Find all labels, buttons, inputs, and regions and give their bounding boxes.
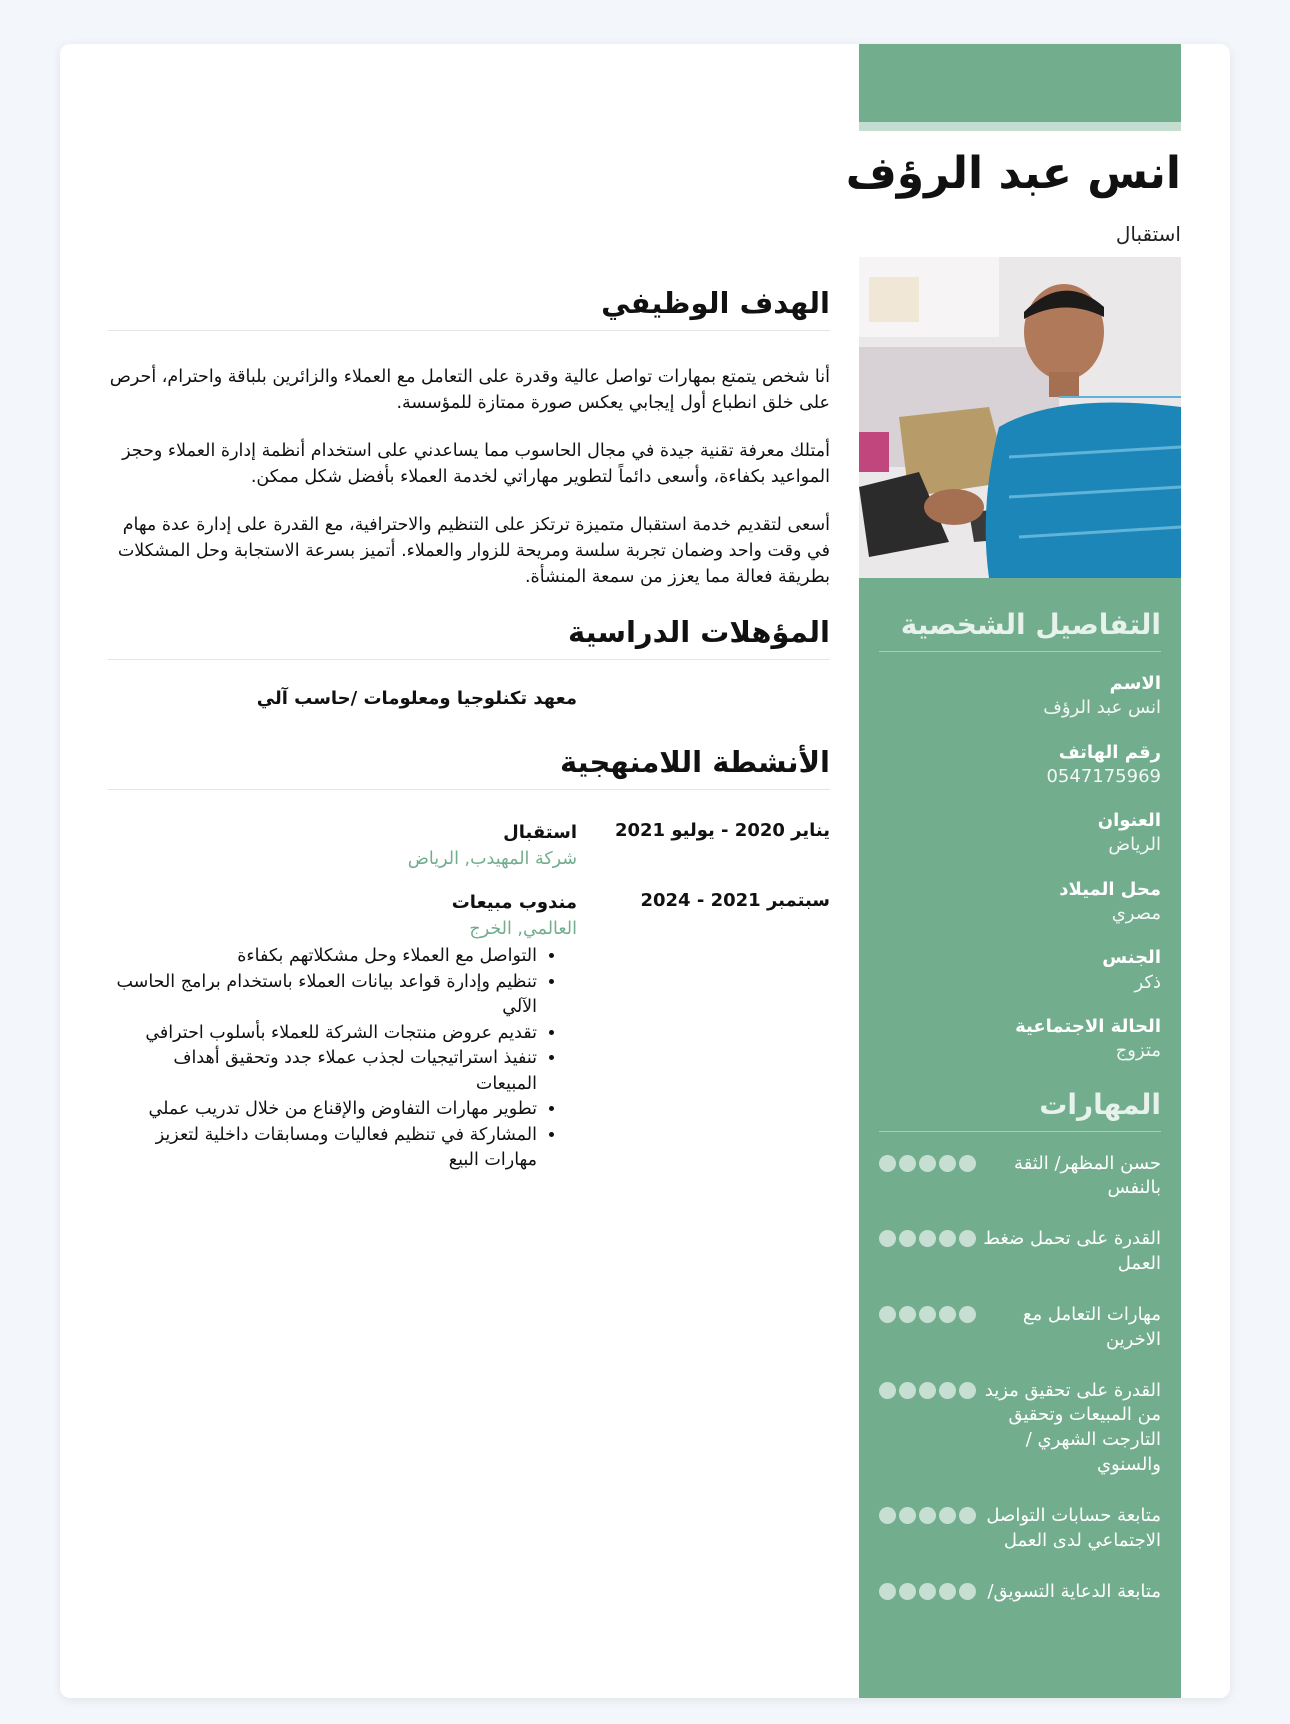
detail-value: الرياض [1108, 834, 1161, 856]
skill-dot [879, 1382, 896, 1399]
job-task: • تقديم عروض منتجات الشركة للعملاء بأسلوب احترافي [108, 1021, 537, 1047]
sidebar-panel [859, 578, 1181, 1698]
skill-dot [899, 1306, 916, 1323]
personal-details-heading: التفاصيل الشخصية [879, 608, 1161, 652]
skill-dot [919, 1306, 936, 1323]
skill-dot [899, 1230, 916, 1247]
detail-birthplace [879, 878, 1161, 927]
detail-value: متزوج [1115, 1040, 1161, 1062]
objective-paragraph-3: أسعى لتقديم خدمة استقبال متميزة ترتكز على التنظيم والاحترافية، مع القدرة على إدارة عدة مهام في وقت واحد وضمان تجربة سلسة ومريحة للزوار والعملاء. أتميز بسرعة الاستجابة وحل المشكلات بطريقة فعالة مما يعزز من سمعة المنشأة. [117, 515, 830, 587]
detail-value: انس عبد الرؤف [1043, 697, 1161, 719]
skill-dot [939, 1507, 956, 1524]
sidebar-top-divider [859, 122, 1181, 131]
skill-name: مهارات التعامل مع الاخرين [1022, 1303, 1161, 1350]
skill-dot [919, 1507, 936, 1524]
skill-dot [899, 1507, 916, 1524]
detail-label: العنوان [1097, 810, 1161, 832]
activities-heading: الأنشطة اللامنهجية [108, 745, 830, 790]
skill-dot [879, 1230, 896, 1247]
detail-label: الحالة الاجتماعية [1015, 1015, 1161, 1037]
skill-dot [939, 1382, 956, 1399]
job-task: • تطوير مهارات التفاوض والإقناع من خلال تدريب عملي [108, 1097, 537, 1123]
skill-item [879, 1379, 1161, 1478]
detail-value: مصري [1111, 903, 1161, 925]
education-heading: المؤهلات الدراسية [108, 615, 830, 660]
job-task: • تنظيم وإدارة قواعد بيانات العملاء باستخدام برامج الحاسب الآلي [108, 970, 537, 1021]
skill-name: القدرة على تحقيق مزيد من المبيعات وتحقيق التارجت الشهري /والسنوي [984, 1379, 1161, 1476]
skill-dot [899, 1583, 916, 1600]
job-company: العالمي, الخرج [469, 919, 577, 939]
skill-dot [919, 1155, 936, 1172]
skill-item [879, 1303, 1161, 1353]
skill-dot [939, 1230, 956, 1247]
skill-rating [879, 1507, 976, 1524]
job-task: • تنفيذ استراتيجيات لجذب عملاء جدد وتحقيق أهداف المبيعات [108, 1046, 537, 1097]
job-date: سبتمبر 2021 - 2024 [640, 890, 830, 911]
skill-dot [899, 1382, 916, 1399]
education-entry: معهد تكنلوجيا ومعلومات /حاسب آلي [256, 688, 577, 709]
objective-heading: الهدف الوظيفي [108, 286, 830, 331]
skill-rating [879, 1382, 976, 1399]
detail-label: رقم الهاتف [1058, 741, 1161, 763]
skill-dot [919, 1230, 936, 1247]
sidebar-top-band [859, 44, 1181, 122]
skill-item [879, 1227, 1161, 1277]
job-title: مندوب مبيعات [451, 892, 577, 913]
detail-marital-status [879, 1015, 1161, 1064]
skill-dot [959, 1583, 976, 1600]
detail-gender [879, 946, 1161, 995]
candidate-title: استقبال [1115, 222, 1181, 246]
skill-dot [919, 1583, 936, 1600]
profile-photo-illustration [859, 257, 1181, 578]
skill-dot [879, 1507, 896, 1524]
detail-address [879, 809, 1161, 858]
detail-name [879, 672, 1161, 721]
skill-dot [919, 1382, 936, 1399]
skill-dot [879, 1583, 896, 1600]
main-content [108, 44, 830, 1698]
skill-dot [899, 1155, 916, 1172]
candidate-name: انس عبد الرؤف [845, 148, 1181, 199]
skill-name: متابعة حسابات التواصل الاجتماعي لدى العمل [986, 1504, 1161, 1551]
sidebar [845, 44, 1181, 1698]
detail-label: محل الميلاد [1059, 878, 1161, 900]
skill-item [879, 1504, 1161, 1554]
skill-name: القدرة على تحمل ضغط العمل [983, 1228, 1161, 1275]
skill-dot [939, 1155, 956, 1172]
skill-item [879, 1580, 1161, 1605]
skill-dot [959, 1507, 976, 1524]
job-task-list [108, 944, 577, 1174]
skill-dot [879, 1155, 896, 1172]
detail-label: الجنس [1102, 947, 1161, 969]
job-body [108, 890, 577, 1174]
objective-paragraph-2: أمتلك معرفة تقنية جيدة في مجال الحاسوب مما يساعدني على استخدام أنظمة إدارة العملاء وحجز المواعيد بكفاءة، وأسعى دائماً لتطوير مهاراتي لخدمة العملاء بأفضل شكل ممكن. [122, 441, 830, 487]
job-title: استقبال [503, 822, 577, 843]
skill-dot [879, 1306, 896, 1323]
job-task: • التواصل مع العملاء وحل مشكلاتهم بكفاءة [108, 944, 537, 970]
resume-page [60, 44, 1230, 1698]
detail-phone [879, 741, 1161, 790]
job-body [108, 820, 577, 872]
objective-paragraph-1: أنا شخص يتمتع بمهارات تواصل عالية وقدرة على التعامل مع العملاء والزائرين بلباقة واحترام، أحرص على خلق انطباع أول إيجابي يعكس صورة ممتازة للمؤسسة. [109, 367, 830, 413]
skill-dot [959, 1306, 976, 1323]
skill-dot [959, 1382, 976, 1399]
skill-name: حسن المظهر/ الثقة بالنفس [1014, 1152, 1161, 1199]
job-company: شركة المهيدب, الرياض [407, 849, 577, 869]
detail-value: ذكر [1134, 971, 1161, 993]
skill-dot [939, 1306, 956, 1323]
skill-rating [879, 1306, 976, 1323]
skill-item [879, 1152, 1161, 1202]
skill-name: متابعة الدعاية التسويق/ [987, 1580, 1161, 1602]
skill-rating [879, 1230, 976, 1247]
detail-value: 0547175969 [1046, 765, 1161, 787]
skill-dot [939, 1583, 956, 1600]
skill-dot [959, 1155, 976, 1172]
job-task: • المشاركة في تنظيم فعاليات ومسابقات داخلية لتعزيز مهارات البيع [108, 1123, 537, 1174]
skill-rating [879, 1583, 976, 1600]
job-date: يناير 2020 - يوليو 2021 [614, 820, 830, 841]
skills-heading: المهارات [879, 1088, 1161, 1132]
detail-label: الاسم [1109, 673, 1161, 694]
skill-dot [959, 1230, 976, 1247]
profile-photo [859, 257, 1181, 578]
skill-rating [879, 1155, 976, 1172]
